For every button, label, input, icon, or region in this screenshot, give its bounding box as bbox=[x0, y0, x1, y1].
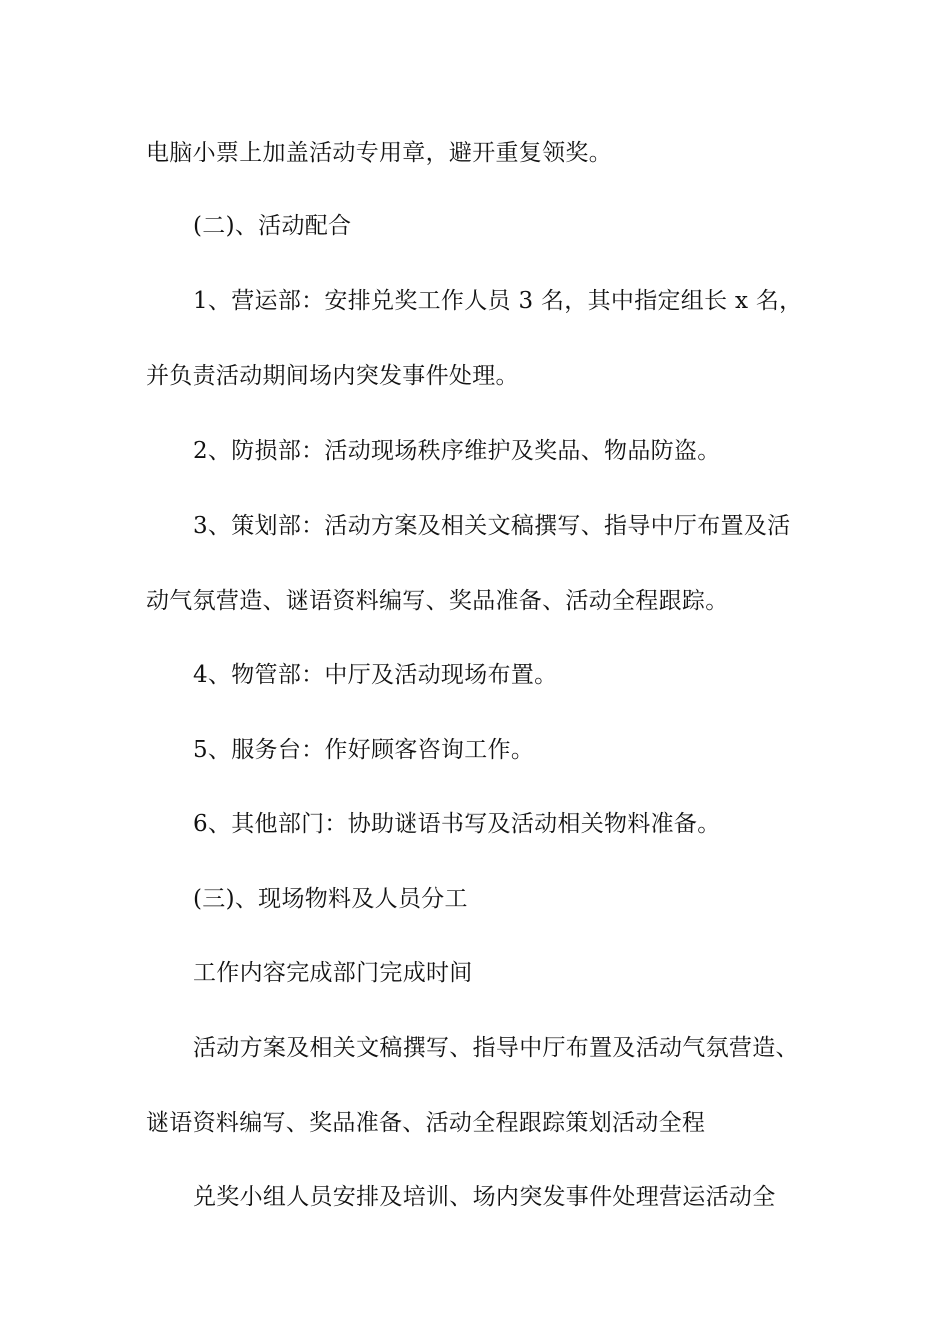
section-heading: (三)、现场物料及人员分工 bbox=[193, 886, 468, 912]
paragraph-line: 2、防损部：活动现场秩序维护及奖品、物品防盗。 bbox=[193, 438, 721, 464]
paragraph-line: 6、其他部门：协助谜语书写及活动相关物料准备。 bbox=[193, 811, 721, 837]
paragraph-line: 并负责活动期间场内突发事件处理。 bbox=[146, 363, 519, 389]
table-header-line: 工作内容完成部门完成时间 bbox=[193, 960, 473, 986]
paragraph-line: 电脑小票上加盖活动专用章，避开重复领奖。 bbox=[146, 140, 612, 166]
paragraph-line: 谜语资料编写、奖品准备、活动全程跟踪策划活动全程 bbox=[146, 1110, 706, 1136]
paragraph-line: 兑奖小组人员安排及培训、场内突发事件处理营运活动全 bbox=[193, 1184, 776, 1210]
paragraph-line: 动气氛营造、谜语资料编写、奖品准备、活动全程跟踪。 bbox=[146, 588, 729, 614]
paragraph-line: 1、营运部：安排兑奖工作人员 3 名，其中指定组长 x 名， bbox=[193, 288, 803, 314]
paragraph-line: 活动方案及相关文稿撰写、指导中厅布置及活动气氛营造、 bbox=[193, 1035, 799, 1061]
paragraph-line: 4、物管部：中厅及活动现场布置。 bbox=[193, 662, 558, 688]
paragraph-line: 3、策划部：活动方案及相关文稿撰写、指导中厅布置及活 bbox=[193, 513, 791, 539]
paragraph-line: 5、服务台：作好顾客咨询工作。 bbox=[193, 737, 535, 763]
section-heading: (二)、活动配合 bbox=[193, 213, 352, 239]
